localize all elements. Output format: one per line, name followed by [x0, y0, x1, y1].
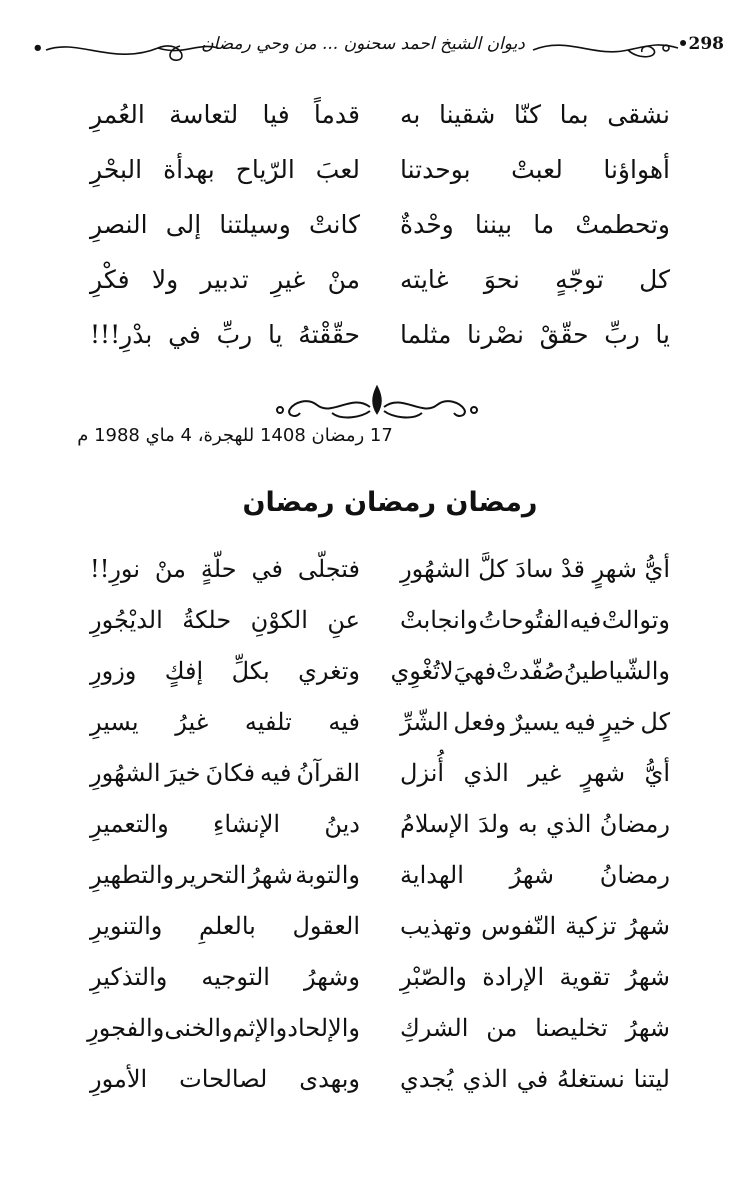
verse-line — [90, 810, 670, 861]
second-hemistich: فتجلّى في حلّةٍ منْ نورِ!! — [90, 555, 360, 583]
first-hemistich: شهرُ تزكية النّفوس وتهذيب — [400, 912, 670, 940]
second-hemistich: دينُ الإنشاءِ والتعميرِ — [90, 810, 360, 838]
first-hemistich: كل توجّهٍ نحوَ غايته — [400, 265, 670, 294]
second-hemistich: لعبَ الرّياح بهدأة البحْرِ — [90, 155, 360, 184]
first-hemistich: شهرُ تقوية الإرادة والصّبْرِ — [400, 963, 670, 991]
first-hemistich: رمضانُ الذي به ولدَ الإسلامُ — [400, 810, 670, 838]
poem-one — [90, 100, 670, 375]
date-line: 17 رمضان 1408 للهجرة، 4 ماي 1988 م — [77, 425, 393, 446]
second-hemistich: والإلحاد والإثم والخنى والفجورِ — [87, 1014, 360, 1042]
verse-line — [90, 265, 670, 320]
page-number: •298 — [677, 34, 724, 54]
first-hemistich: نشقى بما كنّا شقينا به — [400, 100, 670, 129]
first-hemistich: أهواؤنا لعبتْ بوحدتنا — [400, 155, 670, 184]
first-hemistich: يا ربِّ حقّقْ نصْرنا مثلما — [400, 320, 670, 349]
page-header — [18, 28, 730, 80]
divider-ornament — [272, 383, 482, 425]
poem-title: رمضان رمضان رمضان — [242, 487, 538, 518]
verse-line — [90, 100, 670, 155]
verse-line — [90, 1065, 670, 1116]
second-hemistich: فيه تلفيه غيرُ يسيرِ — [90, 708, 360, 736]
second-hemistich: والتوبة شهرُ التحرير والتطهيرِ — [90, 861, 360, 889]
first-hemistich: رمضانُ شهرُ الهداية — [400, 861, 670, 889]
poem-two — [87, 555, 670, 1116]
first-hemistich: شهرُ تخليصنا من الشركِ — [400, 1014, 670, 1042]
verse-line — [90, 963, 670, 1014]
first-hemistich: أيُّ شهرٍ غير الذي أُنزل — [400, 759, 670, 787]
first-hemistich: وتوالتْ فيه الفتُوحاتُ وانجابتْ — [400, 606, 670, 634]
second-hemistich: وتغري بكلِّ إفكٍ وزورِ — [90, 657, 360, 685]
verse-line — [90, 320, 670, 375]
first-hemistich: والشّياطينُ صُفّدتْ فهيَ لا تُغْوِي — [390, 657, 670, 685]
second-hemistich: وشهرُ التوجيه والتذكيرِ — [90, 963, 360, 991]
second-hemistich: كانتْ وسيلتنا إلى النصرِ — [90, 210, 360, 239]
second-hemistich: قدماً فيا لتعاسة العُمرِ — [90, 100, 360, 129]
first-hemistich: أيُّ شهرٍ قدْ سادَ كلَّ الشهُورِ — [400, 555, 670, 583]
first-hemistich: وتحطمتْ ما بيننا وحْدةٌ — [400, 210, 670, 239]
second-hemistich: العقول بالعلمِ والتنويرِ — [90, 912, 360, 940]
verse-line — [90, 861, 670, 912]
verse-line — [87, 1014, 670, 1065]
first-hemistich: كل خيرٍ فيه يسيرٌ وفعل الشّرِّ — [400, 708, 670, 736]
second-hemistich: القرآنُ فيه فكانَ خيرَ الشهُورِ — [90, 759, 360, 787]
verse-line — [90, 657, 670, 708]
header-bullet: • — [32, 38, 44, 59]
verse-line — [90, 759, 670, 810]
first-hemistich: ليتنا نستغلهُ في الذي يُجدي — [400, 1065, 670, 1093]
verse-line — [90, 155, 670, 210]
verse-line — [90, 912, 670, 963]
second-hemistich: حقّقْتهُ يا ربِّ في بدْرِ!!! — [90, 320, 360, 349]
running-title: ديوان الشيخ احمد سحنون ... من وحي رمضان — [201, 34, 525, 54]
second-hemistich: عنِ الكوْنِ حلكةُ الديْجُورِ — [90, 606, 360, 634]
second-hemistich: وبهدى لصالحات الأمورِ — [90, 1065, 360, 1093]
verse-line — [90, 555, 670, 606]
second-hemistich: منْ غيرِ تدبير ولا فكْرِ — [90, 265, 360, 294]
verse-line — [90, 606, 670, 657]
verse-line — [90, 708, 670, 759]
verse-line — [90, 210, 670, 265]
